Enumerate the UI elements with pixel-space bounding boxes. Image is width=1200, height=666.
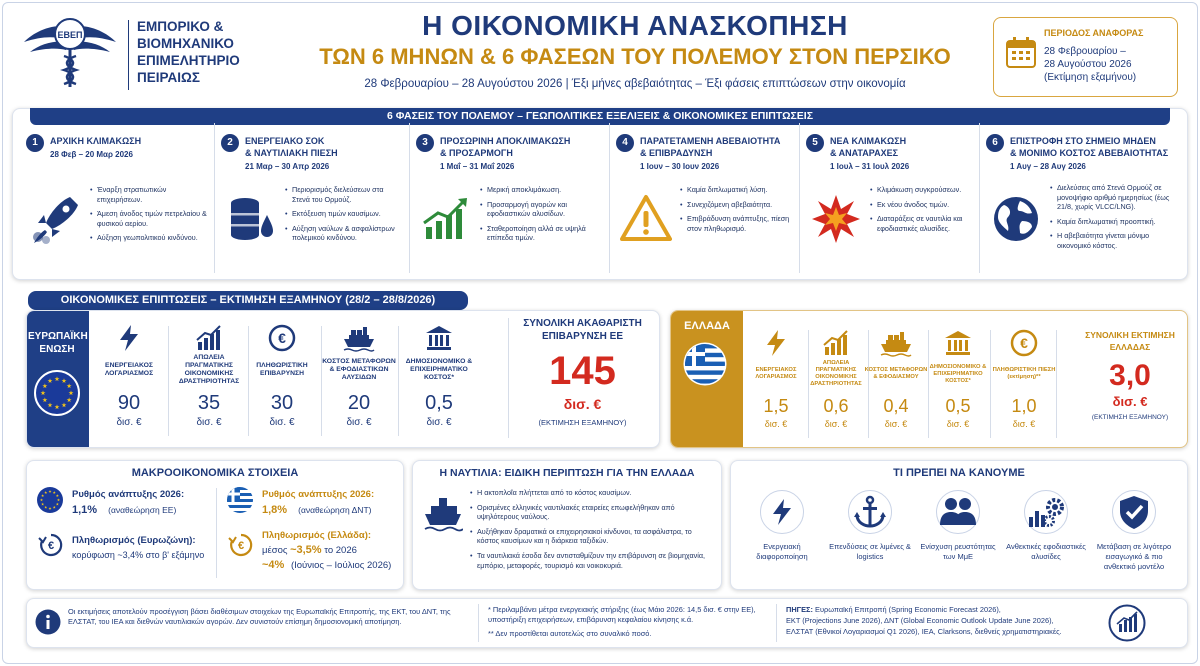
date-subtitle: 28 Φεβρουαρίου – 28 Αυγούστου 2026 | Έξι μήνες αβεβαιότητας – Έξι φάσεις επιπτώσεων στην οικονομία <box>364 78 906 90</box>
phase-bullet: • Εκ νέου άνοδος τιμών. <box>870 200 972 210</box>
eu-growth-note: (αναθεώρηση ΕΕ) <box>108 505 177 515</box>
eu-inflation-icon <box>38 532 64 563</box>
phase-column-1 <box>20 123 215 273</box>
todo-item-label: Ανθεκτικές εφοδιαστικές αλυσίδες <box>1006 542 1086 561</box>
eu-inflation <box>72 535 204 560</box>
phase-title-line2: & ΠΡΟΣΑΡΜΟΓΗ <box>440 148 513 158</box>
phase-title-line1: ΑΡΧΙΚΗ ΚΛΙΜΑΚΩΣΗ <box>50 136 142 146</box>
chamber-name <box>137 18 240 86</box>
svg-text:€: € <box>237 540 245 552</box>
gr-inflation-mid-value: ~3,5% <box>290 544 322 556</box>
rocket-icon <box>30 193 82 250</box>
eu-metric-label: ΑΠΩΛΕΙΑ ΠΡΑΓΜΑΤΙΚΗΣ ΟΙΚΟΝΟΜΙΚΗΣ ΔΡΑΣΤΗΡΙΟΤΗΤΑΣ <box>178 354 240 385</box>
gr-inflation-peak-value: ~4% <box>262 559 285 571</box>
chamber-name-line3: ΕΠΙΜΕΛΗΤΗΡΙΟ <box>137 53 240 68</box>
period-label: ΠΕΡΙΟΔΟΣ ΑΝΑΦΟΡΑΣ <box>1044 28 1144 38</box>
eu-metric <box>170 322 248 428</box>
main-subtitle: ΤΩΝ 6 ΜΗΝΩΝ & 6 ΦΑΣΕΩΝ ΤΟΥ ΠΟΛΕΜΟΥ ΣΤΟΝ ΠΕΡΣΙΚΟ <box>319 44 951 69</box>
phase-date: 28 Φεβ – 20 Μαρ 2026 <box>50 150 133 159</box>
gr-inflation-mid-prefix: μέσος <box>262 545 288 556</box>
eu-metric-value: 30 <box>270 392 294 414</box>
phase-number: 2 <box>221 134 239 152</box>
greek-flag-icon <box>683 342 727 391</box>
phase-bullet: • Περιορισμός διελεύσεων στα Στενά του Ορμούζ. <box>285 185 402 204</box>
phase-column-2 <box>215 123 410 273</box>
greece-metric-value: 1,5 <box>763 396 789 416</box>
greece-total-value: 3,0 <box>1109 359 1151 392</box>
header-divider <box>128 20 129 90</box>
main-title: Η ΟΙΚΟΝΟΜΙΚΗ ΑΝΑΣΚΟΠΗΣΗ <box>422 10 848 41</box>
phase-bullets <box>285 185 402 248</box>
eu-growth <box>72 489 184 516</box>
explosion-icon <box>810 193 862 250</box>
sources-label: ΠΗΓΕΣ: <box>786 605 813 614</box>
chamber-name-line1: ΕΜΠΟΡΙΚΟ & <box>137 19 224 34</box>
chamber-badge-icon <box>1108 604 1146 647</box>
bar-chart-icon <box>804 328 868 358</box>
chamber-name-line2: ΒΙΟΜΗΧΑΝΙΚΟ <box>137 36 234 51</box>
eu-total <box>515 318 650 427</box>
phase-date: 1 Ιουν – 30 Ιουν 2026 <box>640 162 720 171</box>
gr-inflation-icon <box>228 532 254 563</box>
institution-icon <box>926 328 990 358</box>
eu-metric <box>90 322 168 428</box>
eu-total-label-1: ΣΥΝΟΛΙΚΗ ΑΚΑΘΑΡΙΣΤΗ <box>523 318 642 329</box>
greece-metric-label: ΠΛΗΘΩΡΙΣΤΙΚΗ ΠΙΕΣΗ (εκτίμηση)** <box>992 367 1056 380</box>
greece-total-label-2: ΕΛΛΑΔΑΣ <box>1109 342 1151 352</box>
phase-column-6 <box>980 123 1180 273</box>
phase-bullet: • Εκτόξευση τιμών καυσίμων. <box>285 209 402 219</box>
todo-item <box>738 490 826 562</box>
phase-bullets <box>90 185 207 248</box>
shipping-bullet: • Αυξήθηκαν δραματικά οι επιχειρησιακοί κίνδυνοι, τα ασφάλιστρα, το κόστος καυσίμων και η διάρκεια ταξιδιών. <box>470 527 714 546</box>
phase-bullet: • Άμεση άνοδος τιμών πετρελαίου & φυσικού αερίου. <box>90 209 207 228</box>
eu-metric-divider <box>168 326 169 436</box>
todo-item-label: Ενίσχυση ρευστότητας των ΜμΕ <box>920 542 996 561</box>
eu-growth-label: Ρυθμός ανάπτυξης 2026: <box>72 489 185 500</box>
gr-inflation-peak-suffix: (Ιούνιος – Ιούλιος 2026) <box>290 560 392 571</box>
eu-metric <box>320 322 398 428</box>
footnote-2: ** Δεν προστίθεται αυτοτελώς στο συναλικό ποσό. <box>488 629 652 638</box>
period-line3: (Εκτίμηση εξαμήνου) <box>1044 72 1137 83</box>
greece-total <box>1075 330 1185 421</box>
period-line1: 28 Φεβρουαρίου – <box>1044 46 1126 57</box>
greece-metric-label: ΚΟΣΤΟΣ ΜΕΤΑΦΟΡΩΝ & ΕΦΟΔΙΑΣΜΟΥ <box>864 367 928 380</box>
phase-title-line2: & ΝΑΥΤΙΛΙΑΚΗ ΠΙΕΣΗ <box>245 148 338 158</box>
eu-label <box>28 330 86 356</box>
greece-metric <box>926 328 990 429</box>
svg-text:ΕΒΕΠ: ΕΒΕΠ <box>57 30 83 40</box>
eu-inflation-value: κορύφωση ~3,4% στο β' εξάμηνο <box>72 550 205 560</box>
phase-bullet: • Κλιμάκωση συγκρούσεων. <box>870 185 972 195</box>
phase-bullets <box>1050 183 1172 256</box>
greece-total-unit: δισ. € <box>1112 394 1148 409</box>
phase-bullet: • Καμία διπλωματική προοπτική. <box>1050 217 1172 227</box>
eu-metric-unit: δισ. € <box>346 417 372 428</box>
todo-item <box>1002 490 1090 562</box>
info-text: Οι εκτιμήσεις αποτελούν προσέγγιση βάσει διαθέσιμων στοιχείων της Ευρωπαϊκής Επιτροπής, της ΕΚΤ, του ΔΝΤ, της ΕΛΣΤΑΤ, του ΙΕΑ και διεθνών ναυτιλιακών αγορών. Δεν συνιστούν επίσημη δημοσιονομική αποτίμηση. <box>68 607 451 626</box>
gr-inflation <box>262 530 391 571</box>
todo-item <box>1090 490 1178 572</box>
phase-bullet: • Έναρξη στρατιωτικών επιχειρήσεων. <box>90 185 207 204</box>
eu-metric-value: 90 <box>117 392 141 414</box>
eu-metric-unit: δισ. € <box>196 417 222 428</box>
greece-metric-value: 1,0 <box>1011 396 1037 416</box>
eu-total-label-2: ΕΠΙΒΑΡΥΝΣΗ ΕΕ <box>541 331 623 342</box>
eu-metric-unit: δισ. € <box>269 417 295 428</box>
shipping-bullets <box>470 488 714 575</box>
todo-item <box>914 490 1002 562</box>
anchor-icon <box>848 490 892 534</box>
phase-title-line2: & ΕΠΙΒΡΑΔΥΝΣΗ <box>640 148 713 158</box>
eu-metric-value: 0,5 <box>425 392 453 414</box>
footer-divider-1 <box>478 604 479 642</box>
svg-text:€: € <box>47 540 55 552</box>
greece-metric-unit: δισ. € <box>1012 419 1036 429</box>
phase-bullets <box>680 185 792 238</box>
phase-bullet: • Επιβράδυνση ανάπτυξης, πίεση στον πληθωρισμό. <box>680 214 792 233</box>
eu-mini-flag-icon <box>36 486 64 519</box>
phase-date: 1 Αυγ – 28 Αυγ 2026 <box>1010 162 1086 171</box>
svg-text:€: € <box>1020 335 1028 351</box>
greece-metric-unit: δισ. € <box>946 419 970 429</box>
phase-column-3 <box>410 123 610 273</box>
gr-inflation-mid-suffix: το 2026 <box>324 545 357 556</box>
warning-icon <box>620 193 672 250</box>
eu-metric <box>243 322 321 428</box>
eu-metric-label: ΠΛΗΘΩΡΙΣΤΙΚΗ ΕΠΙΒΑΡΥΝΣΗ <box>256 362 308 377</box>
eu-total-unit: δισ. € <box>563 396 602 412</box>
gr-inflation-label: Πληθωρισμός (Ελλάδα): <box>262 530 372 541</box>
phase-title <box>440 135 570 173</box>
phase-number: 4 <box>616 134 634 152</box>
greece-metric <box>804 328 868 429</box>
phase-column-5 <box>800 123 980 273</box>
phase-title <box>1010 135 1168 173</box>
gears-chart-icon <box>1024 490 1068 534</box>
gr-mini-flag-icon <box>226 486 254 519</box>
chamber-logo <box>20 12 120 92</box>
phase-bullet: • Αύξηση ναύλων & ασφαλίστρων πολεμικού κινδύνου. <box>285 224 402 243</box>
todo-item-label: Επενδύσεις σε λιμένες & logistics <box>829 542 911 561</box>
eu-total-value: 145 <box>549 349 616 393</box>
phase-title <box>245 135 338 173</box>
shipping-bullet: • Ορισμένες ελληνικές ναυτιλιακές εταιρείες επωφελήθηκαν από υψηλότερους ναύλους. <box>470 503 714 522</box>
eu-metric-label: ΕΝΕΡΓΕΙΑΚΟΣ ΛΟΓΑΡΙΑΣΜΟΣ <box>104 362 154 377</box>
energy-bolt-icon <box>760 490 804 534</box>
phase-number: 6 <box>986 134 1004 152</box>
phase-number: 5 <box>806 134 824 152</box>
eu-metric-divider <box>398 326 399 436</box>
gr-growth-value: 1,8% <box>262 504 288 516</box>
energy-bolt-icon <box>744 328 808 358</box>
eu-label-line1: ΕΥΡΩΠΑΪΚΗ <box>28 331 88 342</box>
sources-line1: Ευρωπαϊκή Επιτροπή (Spring Economic Forecast 2026), <box>815 605 1001 614</box>
greece-total-note: (ΕΚΤΙΜΗΣΗ ΕΞΑΜΗΝΟΥ) <box>1091 414 1169 421</box>
euro-coin-icon <box>992 328 1056 358</box>
greece-metric-label: ΔΗΜΟΣΙΟΝΟΜΙΚΟ & ΕΠΙΧΕΙΡΗΜΑΤΙΚΟ ΚΟΣΤΟΣ* <box>929 363 987 384</box>
phase-title-line1: ΠΡΟΣΩΡΙΝΗ ΑΠΟΚΛΙΜΑΚΩΣΗ <box>440 136 571 146</box>
growth-chart-icon <box>420 193 472 250</box>
gr-growth-note: (αναθεώρηση ΔΝΤ) <box>298 505 372 515</box>
cargo-ship-icon <box>864 328 928 358</box>
shipping-bullet: • Τα ναυτιλιακά έσοδα δεν αντισταθμίζουν την επιβάρυνση σε βιομηχανία, εμπόριο, μεταφορές, τουρισμό και νοικοκυριά. <box>470 551 714 570</box>
footnote-1: * Περιλαμβάνει μέτρα ενεργειακής στήριξης (έως Μάιο 2026: 14,5 δισ. € στην ΕΕ), υποστήριξη επιχειρήσεων, επιβάρυνση κεφαλαίου κίνησης κ.ά. <box>488 605 756 624</box>
greece-metric-divider <box>1056 330 1057 438</box>
phase-number: 1 <box>26 134 44 152</box>
eu-label-line2: ΕΝΩΣΗ <box>39 344 75 355</box>
eu-metric-unit: δισ. € <box>426 417 452 428</box>
cargo-ship-icon <box>320 322 398 354</box>
reporting-period-box <box>993 17 1178 97</box>
calendar-icon <box>1006 36 1036 73</box>
phase-title <box>830 135 909 173</box>
phase-bullet: • Αύξηση γεωπολιτικού κινδύνου. <box>90 233 207 243</box>
phase-title-line1: ΕΠΙΣΤΡΟΦΗ ΣΤΟ ΣΗΜΕΙΟ ΜΗΔΕΝ <box>1010 136 1156 146</box>
phase-bullet: • Μερική αποκλιμάκωση. <box>480 185 602 195</box>
eu-metric-label: ΚΟΣΤΟΣ ΜΕΤΑΦΟΡΩΝ & ΕΦΟΔΙΑΣΤΙΚΩΝ ΑΛΥΣΙΔΩΝ <box>322 358 396 381</box>
eu-metric-label: ΔΗΜΟΣΙΟΝΟΜΙΚΟ & ΕΠΙΧΕΙΡΗΜΑΤΙΚΟ ΚΟΣΤΟΣ* <box>405 358 473 381</box>
greece-metric-value: 0,4 <box>883 396 909 416</box>
eu-metric <box>400 322 478 428</box>
todo-item-label: Ενεργειακή διαφοροποίηση <box>756 542 808 561</box>
ship-icon <box>423 492 463 537</box>
euro-coin-icon <box>243 322 321 354</box>
chamber-name-line4: ΠΕΙΡΑΙΩΣ <box>137 70 200 85</box>
greece-metric <box>744 328 808 429</box>
bar-chart-icon <box>170 322 248 354</box>
phase-number: 3 <box>416 134 434 152</box>
phase-column-4 <box>610 123 800 273</box>
sources <box>786 604 1096 637</box>
svg-text:€: € <box>278 330 286 346</box>
oil-barrel-icon <box>225 193 277 250</box>
energy-bolt-icon <box>90 322 168 354</box>
phase-bullet: • Συνεχιζόμενη αβεβαιότητα. <box>680 200 792 210</box>
macro-title: ΜΑΚΡΟΟΙΚΟΝΟΜΙΚΑ ΣΤΟΙΧΕΙΑ <box>131 467 299 479</box>
phase-bullet: • Καμία διπλωματική λύση. <box>680 185 792 195</box>
eu-flag-icon <box>34 370 80 421</box>
phase-date: 21 Μαρ – 30 Απρ 2026 <box>245 162 330 171</box>
phase-bullet: • Διελεύσεις από Στενά Ορμούζ σε μονοψήφιο αριθμό ημερησίως (έως 21/8, χωρίς VLCC/LNG). <box>1050 183 1172 212</box>
globe-icon <box>990 193 1042 250</box>
greece-metric-label: ΕΝΕΡΓΕΙΑΚΟΣ ΛΟΓΑΡΙΑΣΜΟΣ <box>755 367 797 380</box>
greece-metric-value: 0,6 <box>823 396 849 416</box>
impact-banner: ΟΙΚΟΝΟΜΙΚΕΣ ΕΠΙΠΤΩΣΕΙΣ – ΕΚΤΙΜΗΣΗ ΕΞΑΜΗΝΟΥ (28/2 – 28/8/2026) <box>28 291 468 310</box>
macro-divider <box>216 488 217 578</box>
todo-title: ΤΙ ΠΡΕΠΕΙ ΝΑ ΚΑΝΟΥΜΕ <box>893 467 1025 479</box>
sources-line2: ΕΚΤ (Projections June 2026), ΔΝΤ (Global Economic Outlook Update June 2026), <box>786 616 1054 625</box>
eu-inflation-label: Πληθωρισμός (Ευρωζώνη): <box>72 535 196 546</box>
info-icon <box>35 609 61 640</box>
eu-total-note: (ΕΚΤΙΜΗΣΗ ΕΞΑΜΗΝΟΥ) <box>538 418 627 427</box>
phase-bullet: • Σταθεροποίηση αλλά σε υψηλά επίπεδα τιμών. <box>480 224 602 243</box>
institution-icon <box>400 322 478 354</box>
footer-divider-2 <box>776 604 777 642</box>
phase-title-line2: & ΑΝΑΤΑΡΑΧΕΣ <box>830 148 898 158</box>
gr-growth <box>262 489 374 516</box>
greece-metric-value: 0,5 <box>945 396 971 416</box>
gr-growth-label: Ρυθμός ανάπτυξης 2026: <box>262 489 375 500</box>
phase-date: 1 Μαΐ – 31 Μαΐ 2026 <box>440 162 515 171</box>
phase-bullet: • Διαταράξεις σε ναυτιλία και εφοδιαστικές αλυσίδες. <box>870 214 972 233</box>
todo-item-label: Μετάβαση σε λιγότερο εισαγωγικό & πιο ανθεκτικό μοντέλο <box>1096 542 1172 571</box>
sources-line3: ΕΛΣΤΑΤ (Εθνικοί Λογαριασμοί Q1 2026), IEA, Clarksons, διεθνείς χρηματιστηριακές. <box>786 627 1062 636</box>
greece-label: ΕΛΛΑΔΑ <box>684 320 730 332</box>
phase-bullet: • Προσαρμογή αγορών και εφοδιαστικών αλυσίδων. <box>480 200 602 219</box>
phase-title-line2: & ΜΟΝΙΜΟ ΚΟΣΤΟΣ ΑΒΕΒΑΙΟΤΗΤΑΣ <box>1010 148 1169 158</box>
period-line2: 28 Αυγούστου 2026 <box>1044 59 1132 70</box>
greece-metric-unit: δισ. € <box>764 419 788 429</box>
phase-bullets <box>480 185 602 248</box>
eu-growth-value: 1,1% <box>72 504 98 516</box>
phase-title-line1: ΝΕΑ ΚΛΙΜΑΚΩΣΗ <box>830 136 907 146</box>
phase-title-line1: ΠΑΡΑΤΕΤΑΜΕΝΗ ΑΒΕΒΑΙΟΤΗΤΑ <box>640 136 781 146</box>
greece-metric <box>992 328 1056 429</box>
period-dates <box>1044 45 1136 84</box>
shield-check-icon <box>1112 490 1156 534</box>
eu-total-divider <box>508 318 509 438</box>
phases-banner: 6 ΦΑΣΕΙΣ ΤΟΥ ΠΟΛΕΜΟΥ – ΓΕΩΠΟΛΙΤΙΚΕΣ ΕΞΕΛΙΞΕΙΣ & ΟΙΚΟΝΟΜΙΚΕΣ ΕΠΙΠΤΩΣΕΙΣ <box>30 108 1170 125</box>
greece-metric <box>864 328 928 429</box>
eu-metric-unit: δισ. € <box>116 417 142 428</box>
eu-metric-value: 35 <box>197 392 221 414</box>
phase-title <box>50 135 141 161</box>
phase-bullets <box>870 185 972 238</box>
greece-metric-unit: δισ. € <box>824 419 848 429</box>
phase-date: 1 Ιουλ – 31 Ιουλ 2026 <box>830 162 910 171</box>
shipping-title: Η ΝΑΥΤΙΛΙΑ: ΕΙΔΙΚΗ ΠΕΡΙΠΤΩΣΗ ΓΙΑ ΤΗΝ ΕΛΛΑΔΑ <box>439 467 695 479</box>
eu-metric-value: 20 <box>347 392 371 414</box>
people-icon <box>936 490 980 534</box>
phase-bullet: • Η αβεβαιότητα γίνεται μόνιμο οικονομικό κόστος. <box>1050 231 1172 250</box>
greece-metric-divider <box>990 330 991 438</box>
greece-total-label-1: ΣΥΝΟΛΙΚΗ ΕΚΤΙΜΗΣΗ <box>1085 330 1175 340</box>
greece-metric-label: ΑΠΩΛΕΙΑ ΠΡΑΓΜΑΤΙΚΗΣ ΟΙΚΟΝΟΜΙΚΗΣ ΔΡΑΣΤΗΡΙΟΤΗΤΑΣ <box>810 360 862 387</box>
todo-item <box>826 490 914 562</box>
phase-title-line1: ΕΝΕΡΓΕΙΑΚΟ ΣΟΚ <box>245 136 325 146</box>
greece-metric-unit: δισ. € <box>884 419 908 429</box>
footnotes <box>488 605 768 639</box>
shipping-bullet: • Η ακτοπλοΐα πλήττεται από το κόστος καυσίμων. <box>470 488 714 498</box>
phase-title <box>640 135 780 173</box>
